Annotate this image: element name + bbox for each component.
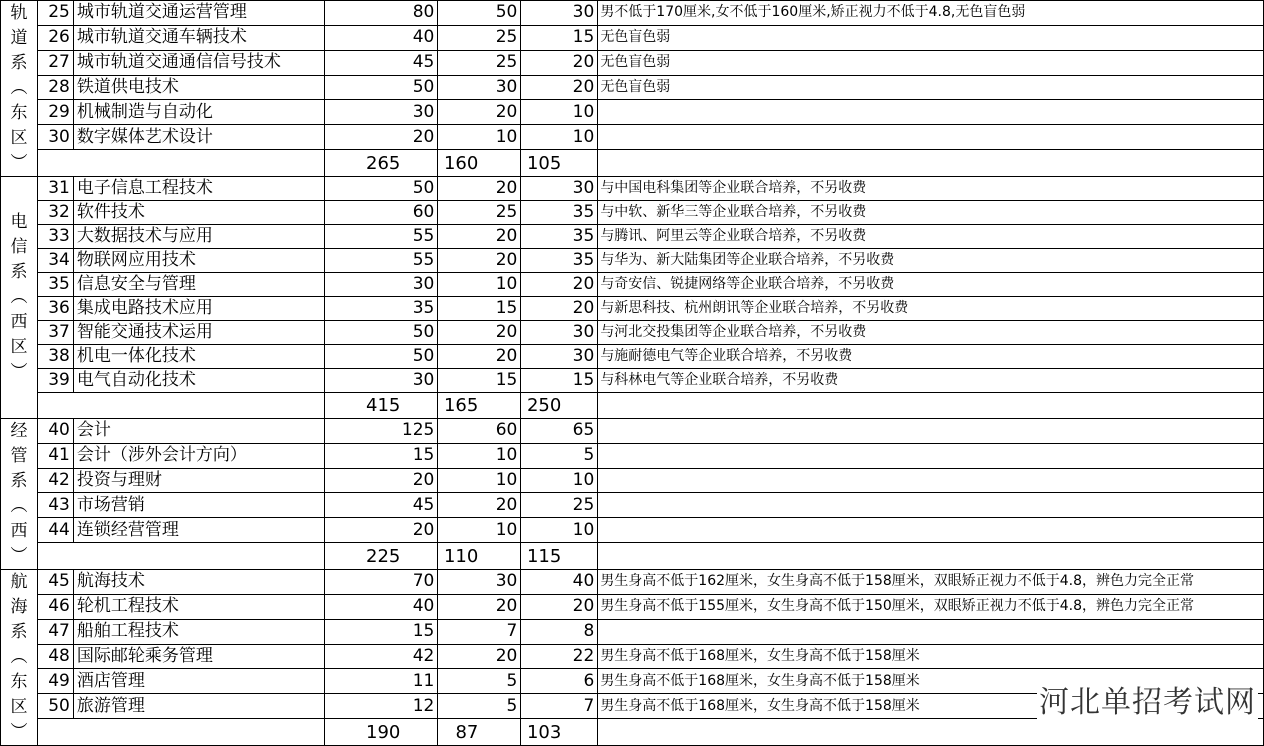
department-label-char: 航: [10, 572, 28, 592]
plan-b: 10: [521, 125, 598, 150]
plan-total: 20: [324, 125, 438, 150]
plan-total: 42: [324, 644, 438, 669]
major-name: 铁道供电技术: [73, 75, 324, 100]
row-number: 48: [37, 644, 73, 669]
row-number: 38: [37, 345, 73, 369]
plan-b: 20: [521, 50, 598, 75]
remarks: 与河北交投集团等企业联合培养，不另收费: [598, 321, 1264, 345]
subtotal-a: 110: [438, 543, 521, 570]
table-row: [1, 249, 1264, 273]
table-row: [1, 100, 1264, 125]
plan-b: 65: [521, 419, 598, 444]
plan-total: 30: [324, 369, 438, 393]
remarks: 男不低于170厘米,女不低于160厘米,矫正视力不低于4.8,无色盲色弱: [598, 1, 1264, 26]
department-label-char: 西: [10, 312, 28, 332]
department-label-char: ︶: [10, 153, 28, 173]
plan-a: 25: [438, 201, 521, 225]
table-row: [1, 594, 1264, 619]
remarks: 无色盲色弱: [598, 50, 1264, 75]
plan-total: 50: [324, 345, 438, 369]
major-name: 机电一体化技术: [73, 345, 324, 369]
plan-total: 50: [324, 177, 438, 201]
plan-b: 15: [521, 369, 598, 393]
department-label-char: ︶: [10, 722, 28, 742]
remarks: [598, 493, 1264, 518]
subtotal-b: 103: [521, 719, 598, 746]
remarks: 无色盲色弱: [598, 25, 1264, 50]
plan-a: 10: [438, 125, 521, 150]
subtotal-a: 160: [438, 150, 521, 177]
major-name: 信息安全与管理: [73, 273, 324, 297]
department-label: [1, 177, 38, 419]
subtotal-blank: [37, 543, 324, 570]
plan-a: 10: [438, 273, 521, 297]
subtotal-blank: [598, 543, 1264, 570]
major-name: 电气自动化技术: [73, 369, 324, 393]
remarks: [598, 443, 1264, 468]
major-name: 投资与理财: [73, 468, 324, 493]
plan-a: 25: [438, 25, 521, 50]
department-label-char: 区: [10, 128, 28, 148]
department-label: [1, 1, 38, 177]
row-number: 28: [37, 75, 73, 100]
plan-a: 25: [438, 50, 521, 75]
department-label-char: 系: [10, 622, 28, 642]
department-label-char: 电: [10, 212, 28, 232]
remarks: 与腾讯、阿里云等企业联合培养，不另收费: [598, 225, 1264, 249]
watermark: 河北单招考试网: [1037, 677, 1258, 721]
plan-a: 20: [438, 249, 521, 273]
row-number: 35: [37, 273, 73, 297]
plan-b: 10: [521, 518, 598, 543]
plan-b: 10: [521, 100, 598, 125]
major-name: 船舶工程技术: [73, 619, 324, 644]
plan-a: 60: [438, 419, 521, 444]
plan-a: 20: [438, 345, 521, 369]
subtotal-blank: [37, 150, 324, 177]
remarks: 男生身高不低于168厘米，女生身高不低于158厘米: [598, 644, 1264, 669]
plan-a: 20: [438, 493, 521, 518]
plan-total: 70: [324, 570, 438, 595]
department-label: [1, 419, 38, 570]
plan-a: 10: [438, 443, 521, 468]
table-row: [1, 619, 1264, 644]
row-number: 27: [37, 50, 73, 75]
plan-b: 35: [521, 201, 598, 225]
row-number: 46: [37, 594, 73, 619]
major-name: 旅游管理: [73, 694, 324, 719]
remarks: [598, 518, 1264, 543]
subtotal-b: 115: [521, 543, 598, 570]
major-name: 集成电路技术应用: [73, 297, 324, 321]
table-row: [1, 125, 1264, 150]
plan-b: 5: [521, 443, 598, 468]
plan-total: 30: [324, 100, 438, 125]
plan-total: 50: [324, 321, 438, 345]
table-row: [1, 75, 1264, 100]
row-number: 43: [37, 493, 73, 518]
plan-b: 40: [521, 570, 598, 595]
major-name: 数字媒体艺术设计: [73, 125, 324, 150]
plan-b: 30: [521, 345, 598, 369]
plan-a: 10: [438, 468, 521, 493]
subtotal-total: 415: [324, 393, 438, 419]
plan-b: 6: [521, 669, 598, 694]
remarks: [598, 419, 1264, 444]
department-label-char: ︵: [10, 78, 28, 98]
plan-total: 40: [324, 594, 438, 619]
remarks: 男生身高不低于168厘米，女生身高不低于158厘米: [598, 694, 1264, 719]
table-row: [1, 644, 1264, 669]
plan-total: 55: [324, 249, 438, 273]
plan-total: 55: [324, 225, 438, 249]
department-label-char: 区: [10, 697, 28, 717]
row-number: 42: [37, 468, 73, 493]
major-name: 智能交通技术运用: [73, 321, 324, 345]
remarks: 与中软、新华三等企业联合培养，不另收费: [598, 201, 1264, 225]
major-name: 连锁经营管理: [73, 518, 324, 543]
subtotal-a: 165: [438, 393, 521, 419]
plan-b: 35: [521, 249, 598, 273]
remarks: 与中国电科集团等企业联合培养，不另收费: [598, 177, 1264, 201]
plan-total: 50: [324, 75, 438, 100]
department-label-char: ︵: [10, 496, 28, 516]
plan-a: 20: [438, 225, 521, 249]
major-name: 大数据技术与应用: [73, 225, 324, 249]
plan-b: 30: [521, 177, 598, 201]
table-row: [1, 443, 1264, 468]
subtotal-blank: [37, 719, 324, 746]
row-number: 32: [37, 201, 73, 225]
row-number: 45: [37, 570, 73, 595]
plan-total: 20: [324, 468, 438, 493]
remarks: [598, 619, 1264, 644]
major-name: 城市轨道交通运营管理: [73, 1, 324, 26]
subtotal-total: 225: [324, 543, 438, 570]
plan-b: 30: [521, 321, 598, 345]
subtotal-blank: [37, 393, 324, 419]
row-number: 41: [37, 443, 73, 468]
major-name: 物联网应用技术: [73, 249, 324, 273]
row-number: 49: [37, 669, 73, 694]
plan-b: 25: [521, 493, 598, 518]
plan-b: 20: [521, 273, 598, 297]
plan-a: 20: [438, 594, 521, 619]
department-label: [1, 570, 38, 746]
remarks: 无色盲色弱: [598, 75, 1264, 100]
major-name: 软件技术: [73, 201, 324, 225]
row-number: 33: [37, 225, 73, 249]
plan-b: 22: [521, 644, 598, 669]
table-row: [1, 493, 1264, 518]
subtotal-blank: [598, 393, 1264, 419]
major-name: 城市轨道交通车辆技术: [73, 25, 324, 50]
plan-a: 20: [438, 100, 521, 125]
table-row: [1, 419, 1264, 444]
plan-a: 7: [438, 619, 521, 644]
department-label-char: 轨: [10, 3, 28, 23]
row-number: 44: [37, 518, 73, 543]
row-number: 50: [37, 694, 73, 719]
department-label-char: ︶: [10, 546, 28, 566]
table-row: [1, 345, 1264, 369]
plan-a: 5: [438, 694, 521, 719]
plan-b: 8: [521, 619, 598, 644]
row-number: 47: [37, 619, 73, 644]
major-name: 国际邮轮乘务管理: [73, 644, 324, 669]
table-row: [1, 468, 1264, 493]
subtotal-row: [1, 150, 1264, 177]
row-number: 34: [37, 249, 73, 273]
subtotal-total: 190: [324, 719, 438, 746]
row-number: 26: [37, 25, 73, 50]
row-number: 25: [37, 1, 73, 26]
department-label-char: ︵: [10, 287, 28, 307]
department-label-char: 海: [10, 597, 28, 617]
plan-a: 15: [438, 369, 521, 393]
remarks: 与奇安信、锐捷网络等企业联合培养，不另收费: [598, 273, 1264, 297]
row-number: 36: [37, 297, 73, 321]
remarks: 与华为、新大陆集团等企业联合培养，不另收费: [598, 249, 1264, 273]
plan-a: 20: [438, 177, 521, 201]
plan-total: 60: [324, 201, 438, 225]
major-name: 市场营销: [73, 493, 324, 518]
remarks: [598, 100, 1264, 125]
plan-b: 30: [521, 1, 598, 26]
department-label-char: ︵: [10, 647, 28, 667]
row-number: 37: [37, 321, 73, 345]
plan-a: 20: [438, 644, 521, 669]
row-number: 30: [37, 125, 73, 150]
table-row: [1, 50, 1264, 75]
plan-total: 15: [324, 443, 438, 468]
table-row: [1, 369, 1264, 393]
table-row: [1, 177, 1264, 201]
department-label-char: 区: [10, 337, 28, 357]
major-name: 航海技术: [73, 570, 324, 595]
department-label-char: ︶: [10, 362, 28, 382]
department-label-char: 信: [10, 237, 28, 257]
plan-total: 15: [324, 619, 438, 644]
department-label-char: 道: [10, 28, 28, 48]
table-row: [1, 1, 1264, 26]
plan-total: 35: [324, 297, 438, 321]
remarks: [598, 125, 1264, 150]
table-row: [1, 25, 1264, 50]
major-name: 会计: [73, 419, 324, 444]
table-row: [1, 297, 1264, 321]
remarks: 男生身高不低于162厘米，女生身高不低于158厘米，双眼矫正视力不低于4.8，辨色力完全正常: [598, 570, 1264, 595]
major-name: 轮机工程技术: [73, 594, 324, 619]
major-name: 酒店管理: [73, 669, 324, 694]
plan-total: 40: [324, 25, 438, 50]
department-label-char: 西: [10, 521, 28, 541]
row-number: 29: [37, 100, 73, 125]
subtotal-row: [1, 719, 1264, 746]
subtotal-b: 250: [521, 393, 598, 419]
subtotal-blank: [598, 719, 1264, 746]
subtotal-a: 87: [438, 719, 521, 746]
major-name: 城市轨道交通通信信号技术: [73, 50, 324, 75]
plan-total: 45: [324, 50, 438, 75]
plan-a: 30: [438, 570, 521, 595]
table-row: [1, 518, 1264, 543]
subtotal-row: [1, 393, 1264, 419]
plan-total: 125: [324, 419, 438, 444]
remarks: 男生身高不低于155厘米，女生身高不低于150厘米，双眼矫正视力不低于4.8，辨色力完全正常: [598, 594, 1264, 619]
plan-b: 20: [521, 594, 598, 619]
table-row: [1, 321, 1264, 345]
table-row: [1, 201, 1264, 225]
table-row: [1, 570, 1264, 595]
plan-a: 15: [438, 297, 521, 321]
department-label-char: 管: [10, 446, 28, 466]
department-label-char: 系: [10, 471, 28, 491]
plan-b: 35: [521, 225, 598, 249]
remarks: [598, 468, 1264, 493]
subtotal-blank: [598, 150, 1264, 177]
plan-a: 10: [438, 518, 521, 543]
subtotal-total: 265: [324, 150, 438, 177]
plan-total: 20: [324, 518, 438, 543]
row-number: 40: [37, 419, 73, 444]
plan-b: 10: [521, 468, 598, 493]
major-name: 电子信息工程技术: [73, 177, 324, 201]
department-label-char: 东: [10, 103, 28, 123]
plan-b: 20: [521, 297, 598, 321]
major-name: 机械制造与自动化: [73, 100, 324, 125]
plan-total: 12: [324, 694, 438, 719]
plan-b: 15: [521, 25, 598, 50]
table-row: [1, 273, 1264, 297]
table-row: [1, 225, 1264, 249]
remarks: 与科林电气等企业联合培养，不另收费: [598, 369, 1264, 393]
major-name: 会计（涉外会计方向）: [73, 443, 324, 468]
plan-total: 30: [324, 273, 438, 297]
remarks: 男生身高不低于168厘米，女生身高不低于158厘米: [598, 669, 1264, 694]
plan-total: 80: [324, 1, 438, 26]
department-label-char: 系: [10, 53, 28, 73]
department-label-char: 系: [10, 262, 28, 282]
row-number: 39: [37, 369, 73, 393]
remarks: 与新思科技、杭州朗讯等企业联合培养，不另收费: [598, 297, 1264, 321]
department-label-char: 经: [10, 421, 28, 441]
plan-b: 20: [521, 75, 598, 100]
remarks: 与施耐德电气等企业联合培养，不另收费: [598, 345, 1264, 369]
department-label-char: 东: [10, 672, 28, 692]
subtotal-row: [1, 543, 1264, 570]
plan-a: 30: [438, 75, 521, 100]
plan-b: 7: [521, 694, 598, 719]
subtotal-b: 105: [521, 150, 598, 177]
row-number: 31: [37, 177, 73, 201]
plan-total: 45: [324, 493, 438, 518]
plan-total: 11: [324, 669, 438, 694]
plan-a: 5: [438, 669, 521, 694]
plan-a: 20: [438, 321, 521, 345]
plan-a: 50: [438, 1, 521, 26]
